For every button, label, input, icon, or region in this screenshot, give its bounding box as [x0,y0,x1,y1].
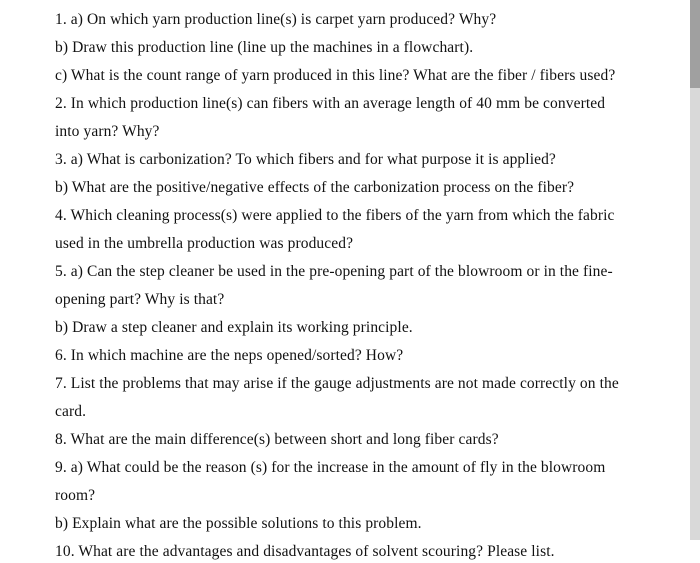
question-line: room? [55,487,96,504]
question-line: b) What are the positive/negative effects of the carbonization process on the fiber? [55,179,575,196]
question-line: used in the umbrella production was produced? [55,235,354,252]
question-line: 2. In which production line(s) can fibers with an average length of 40 mm be converted [55,95,606,112]
question-line: 9. a) What could be the reason (s) for the increase in the amount of fly in the blowroom [55,459,606,476]
question-line: b) Draw a step cleaner and explain its working principle. [55,319,413,336]
question-line: 3. a) What is carbonization? To which fibers and for what purpose it is applied? [55,151,556,168]
question-line: b) Draw this production line (line up the machines in a flowchart). [55,39,474,56]
question-line: b) Explain what are the possible solutions to this problem. [55,515,422,532]
question-line: 7. List the problems that may arise if the gauge adjustments are not made correctly on the [55,375,619,392]
scrollbar-thumb[interactable] [690,0,700,88]
question-line: 4. Which cleaning process(s) were applied to the fibers of the yarn from which the fabric [55,207,615,224]
question-line: into yarn? Why? [55,123,160,140]
question-line: 5. a) Can the step cleaner be used in the pre-opening part of the blowroom or in the fine- [55,263,613,280]
scrollbar-track[interactable] [690,0,700,540]
question-line: c) What is the count range of yarn produced in this line? What are the fiber / fibers used? [55,67,616,84]
question-line: 1. a) On which yarn production line(s) is carpet yarn produced? Why? [55,11,497,28]
question-line: card. [55,403,87,420]
question-line: 8. What are the main difference(s) between short and long fiber cards? [55,431,499,448]
question-list [55,6,662,563]
question-line: 6. In which machine are the neps opened/sorted? How? [55,347,404,364]
question-line: 10. What are the advantages and disadvantages of solvent scouring? Please list. [55,543,555,560]
question-line: opening part? Why is that? [55,291,225,308]
